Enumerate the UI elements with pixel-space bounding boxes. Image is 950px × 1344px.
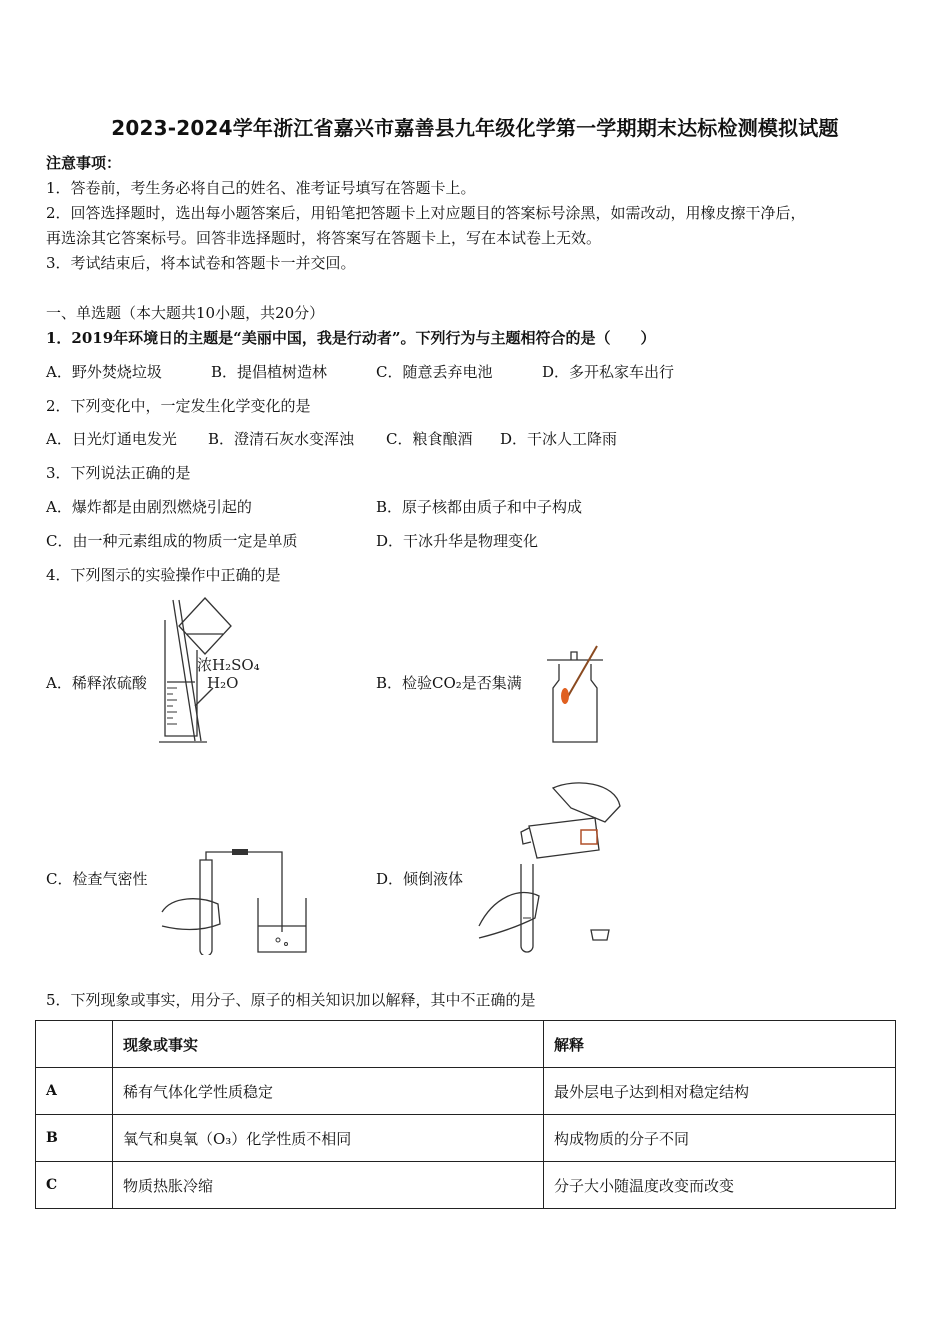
- airtightness-figure: [160, 840, 310, 955]
- table-row: [36, 1068, 896, 1115]
- q2-option-a: A．日光灯通电发光: [46, 430, 177, 448]
- table-cell: 最外层电子达到相对稳定结构: [544, 1068, 896, 1115]
- label-conc-h2so4: 浓H₂SO₄: [197, 656, 260, 674]
- q3-option-d: D．干冰升华是物理变化: [376, 532, 539, 550]
- q1-option-d: D．多开私家车出行: [542, 363, 675, 381]
- notice-item: 1．答卷前，考生务必将自己的姓名、准考证号填写在答题卡上。: [46, 179, 476, 197]
- co2-check-figure: [545, 640, 605, 746]
- q3-stem: 3．下列说法正确的是: [46, 464, 191, 482]
- table-cell: B: [36, 1115, 113, 1162]
- table-header-cell: 现象或事实: [113, 1021, 544, 1068]
- q1-option-b: B．提倡植树造林: [211, 363, 328, 381]
- q4-option-c: C．检查气密性: [46, 870, 148, 888]
- q1-stem: 1．2019年环境日的主题是“美丽中国，我是行动者”。下列行为与主题相符合的是（ ）: [46, 329, 656, 347]
- table-cell: 稀有气体化学性质稳定: [113, 1068, 544, 1115]
- notice-item: 3．考试结束后，将本试卷和答题卡一并交回。: [46, 254, 356, 272]
- table-cell: 分子大小随温度改变而改变: [544, 1162, 896, 1209]
- bottle-label-icon: [581, 830, 597, 844]
- q4-option-d: D．倾倒液体: [376, 870, 464, 888]
- tube-clip-icon: [232, 849, 248, 855]
- table-cell: C: [36, 1162, 113, 1209]
- table-cell: A: [36, 1068, 113, 1115]
- table-header-cell: [36, 1021, 113, 1068]
- q4-option-b: B．检验CO₂是否集满: [376, 674, 522, 692]
- label-h2o: H₂O: [207, 674, 239, 692]
- notice-item: 2．回答选择题时，选出每小题答案后，用铅笔把答题卡上对应题目的答案标号涂黑，如需改动，用橡皮擦干净后，: [46, 204, 806, 222]
- q1-option-c: C．随意丢弃电池: [376, 363, 493, 381]
- q4-stem: 4．下列图示的实验操作中正确的是: [46, 566, 281, 584]
- q2-stem: 2．下列变化中，一定发生化学变化的是: [46, 397, 311, 415]
- table-row: [36, 1162, 896, 1209]
- section-heading: 一、单选题（本大题共10小题，共20分）: [46, 304, 325, 322]
- q3-option-a: A．爆炸都是由剧烈燃烧引起的: [46, 498, 252, 516]
- page-title: 2023-2024学年浙江省嘉兴市嘉善县九年级化学第一学期期末达标检测模拟试题: [111, 116, 839, 140]
- q5-stem: 5．下列现象或事实，用分子、原子的相关知识加以解释，其中不正确的是: [46, 991, 536, 1009]
- flame-icon: [561, 688, 569, 704]
- notice-heading: 注意事项：: [46, 154, 122, 172]
- table-cell: 构成物质的分子不同: [544, 1115, 896, 1162]
- q3-option-c: C．由一种元素组成的物质一定是单质: [46, 532, 298, 550]
- q3-option-b: B．原子核都由质子和中子构成: [376, 498, 583, 516]
- q2-option-d: D．干冰人工降雨: [500, 430, 618, 448]
- q1-option-a: A．野外焚烧垃圾: [46, 363, 162, 381]
- q2-option-c: C．粮食酿酒: [386, 430, 473, 448]
- notice-item: 再选涂其它答案标号。回答非选择题时，将答案写在答题卡上，写在本试卷上无效。: [46, 229, 602, 247]
- table-cell: 物质热胀冷缩: [113, 1162, 544, 1209]
- q4-option-a: A．稀释浓硫酸: [46, 674, 147, 692]
- table-row: [36, 1115, 896, 1162]
- q2-option-b: B．澄清石灰水变浑浊: [208, 430, 355, 448]
- q5-table: [35, 1020, 896, 1209]
- table-header-cell: 解释: [544, 1021, 896, 1068]
- pour-liquid-figure: [475, 778, 625, 953]
- dilute-acid-figure: [155, 596, 267, 748]
- table-cell: 氧气和臭氧（O₃）化学性质不相同: [113, 1115, 544, 1162]
- table-header-row: [36, 1021, 896, 1068]
